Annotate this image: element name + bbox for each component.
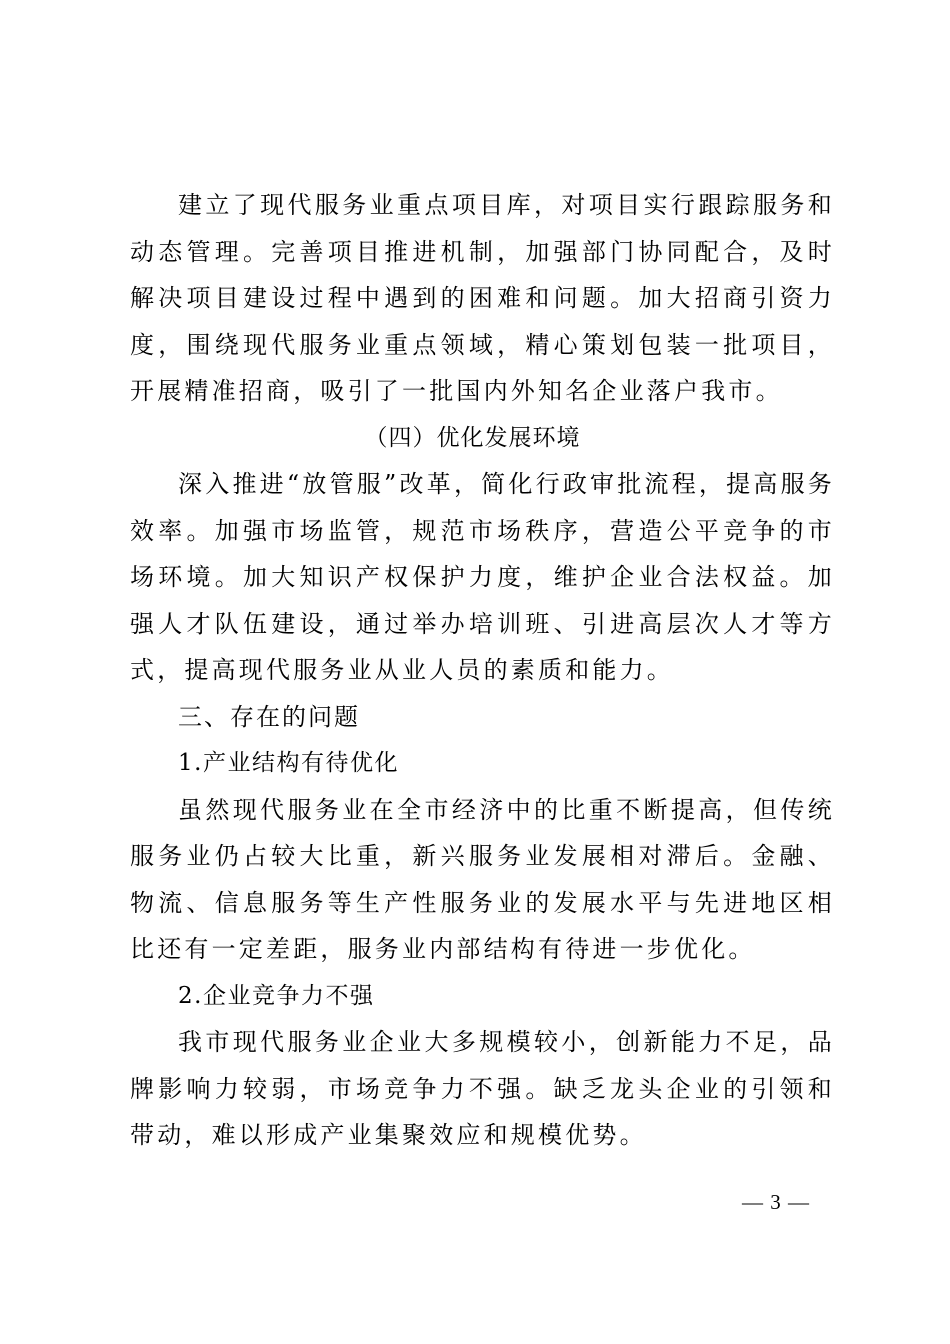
- section-heading-problems: 三、存在的问题: [178, 702, 360, 731]
- paragraph-structure: 虽然现代服务业在全市经济中的比重不断提高，但传统服务业仍占较大比重，新兴服务业发展相对滞后。金融、物流、信息服务等生产性服务业的发展水平与先进地区相比还有一定差距，服务业内部结构有待进一步优化。: [130, 795, 835, 963]
- paragraph-reform: 深入推进“放管服”改革，简化行政审批流程，提高服务效率。加强市场监管，规范市场秩序，营造公平竞争的市场环境。加大知识产权保护力度，维护企业合法权益。加强人才队伍建设，通过举办培训班、引进高层次人才等方式，提高现代服务业从业人员的素质和能力。: [130, 470, 835, 684]
- subsection-heading-competitiveness: 2.企业竞争力不强: [178, 982, 375, 1009]
- subsection-heading-structure: 1.产业结构有待优化: [178, 750, 399, 776]
- paragraph-competitiveness: 我市现代服务业企业大多规模较小，创新能力不足，品牌影响力较弱，市场竞争力不强。缺乏龙头企业的引领和带动，难以形成产业集聚效应和规模优势。: [130, 1028, 835, 1149]
- document-body: [130, 182, 835, 1159]
- subheading-optimize-environment: （四）优化发展环境: [364, 424, 581, 451]
- paragraph-project-library: 建立了现代服务业重点项目库，对项目实行跟踪服务和动态管理。完善项目推进机制，加强部门协同配合，及时解决项目建设过程中遇到的困难和问题。加大招商引资力度，围绕现代服务业重点领域，精心策划包装一批项目，开展精准招商，吸引了一批国内外知名企业落户我市。: [130, 191, 835, 405]
- page-number: — 3 —: [742, 1190, 810, 1214]
